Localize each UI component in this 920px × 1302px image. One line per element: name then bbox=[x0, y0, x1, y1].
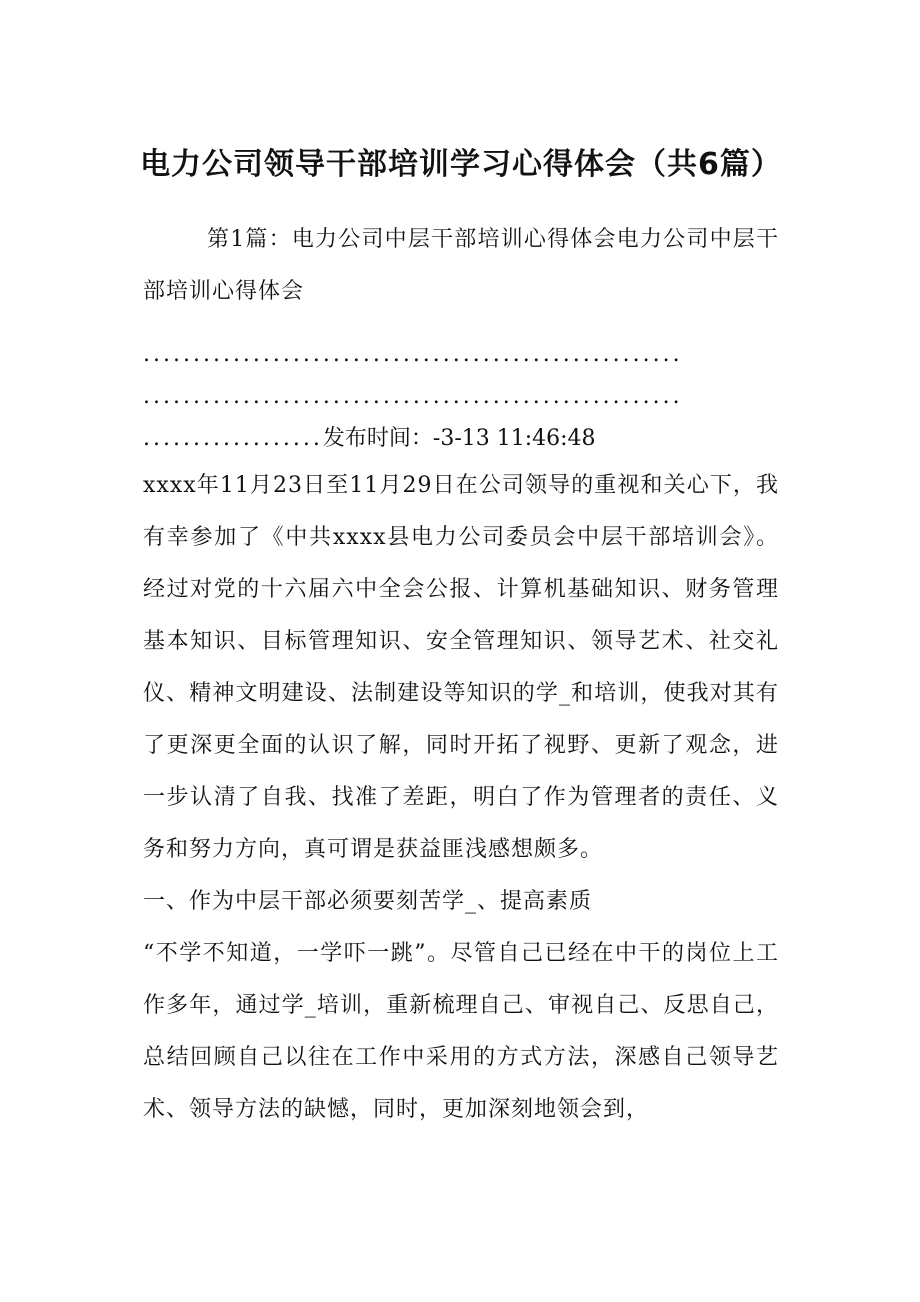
dotted-leader: .................. bbox=[143, 426, 323, 451]
document-page bbox=[140, 140, 782, 1136]
document-title: 电力公司领导干部培训学习心得体会（共6篇） bbox=[140, 147, 782, 182]
dotted-leader-line: ...................................................... bbox=[143, 384, 683, 409]
publish-time: 发布时间：-3-13 11:46:48 bbox=[322, 426, 596, 451]
dotted-leader-line: ...................................................... bbox=[143, 342, 683, 367]
document-subtitle: 第1篇：电力公司中层干部培训心得体会电力公司中层干部培训心得体会 bbox=[143, 227, 779, 304]
section-heading: 一、作为中层干部必须要刻苦学_、提高素质 bbox=[143, 889, 593, 914]
paragraph-section-1: “不学不知道，一学吓一跳”。尽管自己已经在中干的岗位上工作多年，通过学_培训，重新梳理自己、审视自己、反思自己，总结回顾自己以往在工作中采用的方式方法，深感自己领导艺术、领导方法的缺憾，同时，更加深刻地领会到， bbox=[143, 941, 779, 1122]
paragraph-intro: xxxx年11月23日至11月29日在公司领导的重视和关心下，我有幸参加了《中共xxxx县电力公司委员会中层干部培训会》。经过对党的十六届六中全会公报、计算机基础知识、财务管理基本知识、目标管理知识、安全管理知识、领导艺术、社交礼仪、精神文明建设、法制建设等知识的学_和培训，使我对其有了更深更全面的认识了解，同时开拓了视野、更新了观念，进一步认清了自我、找准了差距，明白了作为管理者的责任、义务和努力方向，真可谓是获益匪浅感想颇多。 bbox=[143, 473, 779, 862]
publish-time-line bbox=[143, 418, 779, 460]
